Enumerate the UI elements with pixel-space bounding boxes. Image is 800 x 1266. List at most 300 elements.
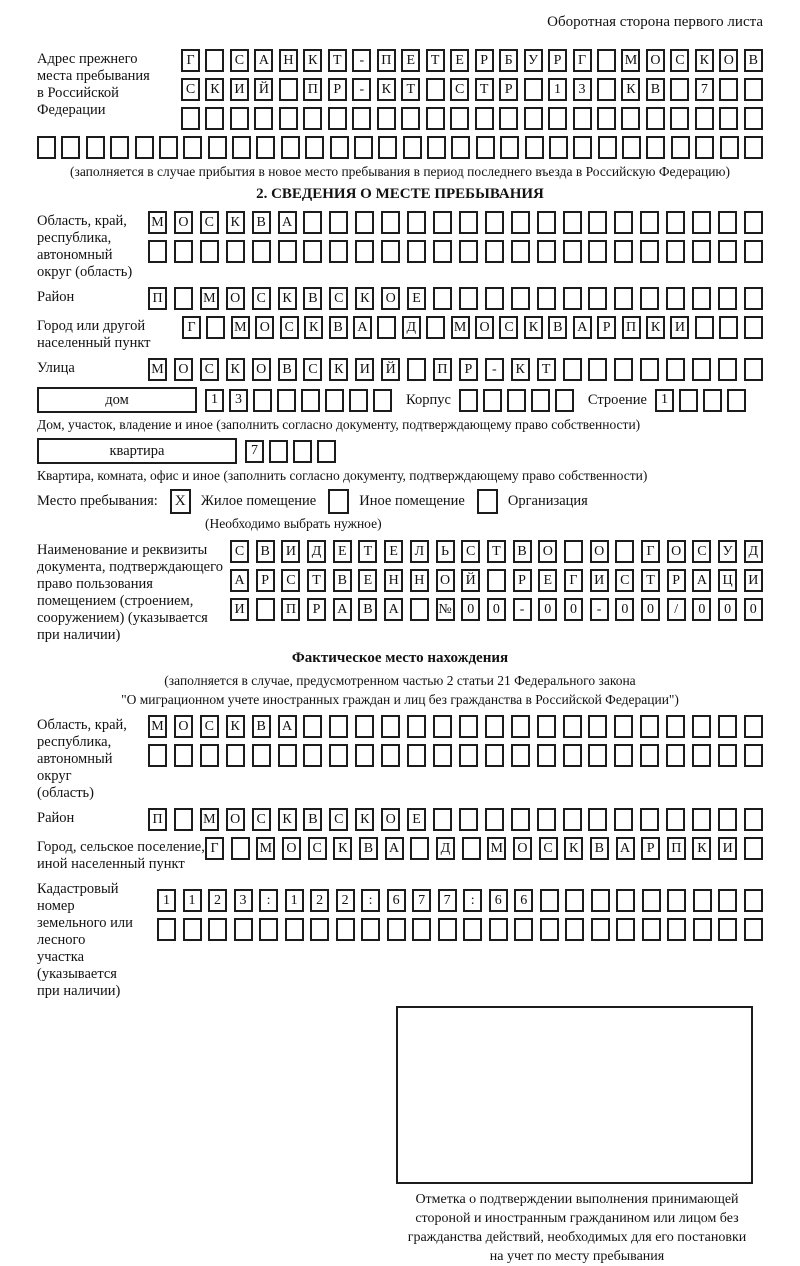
char-cell[interactable] [537, 211, 556, 234]
char-cell[interactable] [355, 240, 374, 263]
char-cell[interactable]: И [230, 598, 249, 621]
char-cell[interactable] [485, 744, 504, 767]
char-cell[interactable] [157, 918, 176, 941]
char-cell[interactable]: А [384, 598, 403, 621]
char-cell[interactable]: О [252, 358, 271, 381]
char-cell[interactable]: 2 [208, 889, 227, 912]
char-cell[interactable] [459, 211, 478, 234]
char-cell[interactable] [403, 136, 422, 159]
char-cell[interactable] [208, 918, 227, 941]
char-cell[interactable] [719, 78, 738, 101]
char-cell[interactable] [744, 358, 763, 381]
char-cell[interactable] [537, 240, 556, 263]
char-cell[interactable] [718, 240, 737, 263]
char-cell[interactable]: В [358, 598, 377, 621]
char-cell[interactable] [330, 136, 349, 159]
char-cell[interactable]: С [539, 837, 558, 860]
char-cell[interactable] [622, 136, 641, 159]
char-cell[interactable] [499, 107, 518, 130]
char-cell[interactable]: Р [328, 78, 347, 101]
char-cell[interactable]: О [475, 316, 494, 339]
char-cell[interactable] [666, 715, 685, 738]
char-cell[interactable]: Т [328, 49, 347, 72]
char-cell[interactable]: - [352, 78, 371, 101]
char-cell[interactable]: В [256, 540, 275, 563]
char-cell[interactable] [254, 107, 273, 130]
char-cell[interactable]: Р [256, 569, 275, 592]
char-cell[interactable] [615, 540, 634, 563]
char-cell[interactable]: С [615, 569, 634, 592]
char-cell[interactable] [563, 240, 582, 263]
char-cell[interactable]: К [226, 358, 245, 381]
char-cell[interactable]: С [230, 49, 249, 72]
char-cell[interactable]: К [695, 49, 714, 72]
char-cell[interactable]: 1 [285, 889, 304, 912]
char-cell[interactable]: М [148, 715, 167, 738]
char-cell[interactable] [329, 744, 348, 767]
char-cell[interactable] [670, 107, 689, 130]
char-cell[interactable] [524, 78, 543, 101]
char-cell[interactable]: 2 [336, 889, 355, 912]
char-cell[interactable]: 7 [438, 889, 457, 912]
char-cell[interactable] [303, 107, 322, 130]
char-cell[interactable] [693, 889, 712, 912]
char-cell[interactable]: С [303, 358, 322, 381]
char-cell[interactable] [433, 287, 452, 310]
char-cell[interactable]: П [667, 837, 686, 860]
char-cell[interactable]: С [230, 540, 249, 563]
char-cell[interactable] [598, 136, 617, 159]
char-cell[interactable] [671, 136, 690, 159]
char-cell[interactable] [540, 918, 559, 941]
char-cell[interactable] [475, 107, 494, 130]
char-cell[interactable] [450, 107, 469, 130]
char-cell[interactable]: Т [307, 569, 326, 592]
char-cell[interactable]: Е [384, 540, 403, 563]
char-cell[interactable]: / [667, 598, 686, 621]
char-cell[interactable] [588, 358, 607, 381]
char-cell[interactable]: А [573, 316, 592, 339]
char-cell[interactable]: О [381, 808, 400, 831]
char-cell[interactable] [573, 136, 592, 159]
char-cell[interactable] [285, 918, 304, 941]
char-cell[interactable]: О [646, 49, 665, 72]
char-cell[interactable]: : [361, 889, 380, 912]
char-cell[interactable] [110, 136, 129, 159]
char-cell[interactable] [718, 744, 737, 767]
char-cell[interactable] [378, 136, 397, 159]
char-cell[interactable] [328, 107, 347, 130]
char-cell[interactable] [692, 808, 711, 831]
char-cell[interactable] [485, 715, 504, 738]
char-cell[interactable] [279, 78, 298, 101]
char-cell[interactable]: И [670, 316, 689, 339]
char-cell[interactable] [183, 136, 202, 159]
char-cell[interactable] [537, 715, 556, 738]
char-cell[interactable]: Т [358, 540, 377, 563]
char-cell[interactable] [718, 211, 737, 234]
char-cell[interactable] [349, 389, 368, 412]
char-cell[interactable]: О [226, 287, 245, 310]
char-cell[interactable]: М [256, 837, 275, 860]
char-cell[interactable]: Т [487, 540, 506, 563]
char-cell[interactable]: 0 [564, 598, 583, 621]
char-cell[interactable] [563, 287, 582, 310]
char-cell[interactable]: Г [573, 49, 592, 72]
char-cell[interactable] [511, 211, 530, 234]
char-cell[interactable]: Н [384, 569, 403, 592]
char-cell[interactable]: Г [564, 569, 583, 592]
char-cell[interactable] [666, 744, 685, 767]
char-cell[interactable]: Е [538, 569, 557, 592]
char-cell[interactable] [325, 389, 344, 412]
char-cell[interactable] [670, 78, 689, 101]
char-cell[interactable] [232, 136, 251, 159]
char-cell[interactable]: О [174, 358, 193, 381]
char-cell[interactable] [489, 918, 508, 941]
char-cell[interactable] [485, 240, 504, 263]
char-cell[interactable] [231, 837, 250, 860]
char-cell[interactable]: Ц [718, 569, 737, 592]
char-cell[interactable] [433, 715, 452, 738]
char-cell[interactable]: П [377, 49, 396, 72]
char-cell[interactable]: О [590, 540, 609, 563]
char-cell[interactable] [148, 240, 167, 263]
char-cell[interactable]: Н [279, 49, 298, 72]
char-cell[interactable] [463, 918, 482, 941]
char-cell[interactable] [744, 744, 763, 767]
char-cell[interactable]: М [200, 808, 219, 831]
char-cell[interactable] [303, 715, 322, 738]
char-cell[interactable]: Г [641, 540, 660, 563]
char-cell[interactable] [354, 136, 373, 159]
char-cell[interactable]: 0 [461, 598, 480, 621]
char-cell[interactable] [310, 918, 329, 941]
char-cell[interactable] [531, 389, 550, 412]
char-cell[interactable] [407, 211, 426, 234]
char-cell[interactable] [744, 136, 763, 159]
char-cell[interactable]: О [719, 49, 738, 72]
char-cell[interactable]: 3 [234, 889, 253, 912]
char-cell[interactable]: Р [641, 837, 660, 860]
char-cell[interactable] [485, 808, 504, 831]
char-cell[interactable]: А [230, 569, 249, 592]
char-cell[interactable]: В [744, 49, 763, 72]
char-cell[interactable] [514, 918, 533, 941]
char-cell[interactable] [433, 808, 452, 831]
char-cell[interactable] [703, 389, 722, 412]
char-cell[interactable]: Ь [436, 540, 455, 563]
char-cell[interactable]: К [333, 837, 352, 860]
char-cell[interactable]: С [499, 316, 518, 339]
char-cell[interactable] [744, 211, 763, 234]
char-cell[interactable] [667, 918, 686, 941]
char-cell[interactable]: - [513, 598, 532, 621]
char-cell[interactable]: А [692, 569, 711, 592]
char-cell[interactable]: С [308, 837, 327, 860]
char-cell[interactable]: К [524, 316, 543, 339]
char-cell[interactable]: С [329, 808, 348, 831]
char-cell[interactable] [507, 389, 526, 412]
char-cell[interactable]: 2 [310, 889, 329, 912]
char-cell[interactable] [279, 107, 298, 130]
char-cell[interactable]: А [333, 598, 352, 621]
char-cell[interactable] [459, 389, 478, 412]
char-cell[interactable]: И [718, 837, 737, 860]
char-cell[interactable]: К [226, 211, 245, 234]
char-cell[interactable] [666, 240, 685, 263]
char-cell[interactable]: О [513, 837, 532, 860]
char-cell[interactable] [511, 744, 530, 767]
char-cell[interactable]: 0 [718, 598, 737, 621]
char-cell[interactable] [259, 918, 278, 941]
char-cell[interactable]: Е [358, 569, 377, 592]
char-cell[interactable]: П [281, 598, 300, 621]
char-cell[interactable]: К [511, 358, 530, 381]
char-cell[interactable] [719, 316, 738, 339]
char-cell[interactable]: С [461, 540, 480, 563]
char-cell[interactable]: П [148, 808, 167, 831]
checkbox-inoe[interactable] [328, 489, 349, 514]
char-cell[interactable] [303, 240, 322, 263]
char-cell[interactable] [277, 389, 296, 412]
char-cell[interactable] [588, 287, 607, 310]
char-cell[interactable] [718, 918, 737, 941]
char-cell[interactable] [485, 287, 504, 310]
char-cell[interactable] [174, 287, 193, 310]
char-cell[interactable]: Р [548, 49, 567, 72]
char-cell[interactable]: К [278, 287, 297, 310]
char-cell[interactable] [329, 715, 348, 738]
char-cell[interactable]: : [259, 889, 278, 912]
char-cell[interactable]: : [463, 889, 482, 912]
char-cell[interactable]: Т [401, 78, 420, 101]
char-cell[interactable] [407, 240, 426, 263]
char-cell[interactable] [426, 316, 445, 339]
char-cell[interactable]: Д [307, 540, 326, 563]
char-cell[interactable] [181, 107, 200, 130]
char-cell[interactable]: Е [407, 808, 426, 831]
char-cell[interactable]: - [590, 598, 609, 621]
char-cell[interactable]: 0 [615, 598, 634, 621]
char-cell[interactable] [744, 240, 763, 263]
char-cell[interactable]: 7 [245, 440, 264, 463]
char-cell[interactable] [135, 136, 154, 159]
char-cell[interactable] [563, 358, 582, 381]
char-cell[interactable] [588, 808, 607, 831]
char-cell[interactable] [666, 808, 685, 831]
char-cell[interactable]: Т [537, 358, 556, 381]
char-cell[interactable]: А [353, 316, 372, 339]
char-cell[interactable] [591, 918, 610, 941]
char-cell[interactable] [616, 889, 635, 912]
char-cell[interactable] [148, 744, 167, 767]
char-cell[interactable] [537, 287, 556, 310]
char-cell[interactable] [37, 136, 56, 159]
char-cell[interactable]: С [200, 358, 219, 381]
char-cell[interactable]: В [252, 715, 271, 738]
char-cell[interactable]: У [524, 49, 543, 72]
char-cell[interactable]: Й [254, 78, 273, 101]
char-cell[interactable] [597, 49, 616, 72]
char-cell[interactable] [718, 889, 737, 912]
char-cell[interactable] [563, 715, 582, 738]
char-cell[interactable] [412, 918, 431, 941]
char-cell[interactable] [744, 715, 763, 738]
char-cell[interactable]: Й [461, 569, 480, 592]
char-cell[interactable] [588, 744, 607, 767]
char-cell[interactable] [640, 715, 659, 738]
char-cell[interactable] [614, 808, 633, 831]
char-cell[interactable]: Г [181, 49, 200, 72]
char-cell[interactable] [597, 107, 616, 130]
char-cell[interactable] [537, 808, 556, 831]
char-cell[interactable] [563, 744, 582, 767]
char-cell[interactable]: О [255, 316, 274, 339]
char-cell[interactable] [303, 211, 322, 234]
char-cell[interactable] [410, 598, 429, 621]
char-cell[interactable] [642, 889, 661, 912]
char-cell[interactable] [253, 389, 272, 412]
char-cell[interactable]: Р [459, 358, 478, 381]
char-cell[interactable] [317, 440, 336, 463]
char-cell[interactable] [549, 136, 568, 159]
char-cell[interactable] [381, 240, 400, 263]
char-cell[interactable]: К [621, 78, 640, 101]
char-cell[interactable] [410, 837, 429, 860]
char-cell[interactable] [226, 240, 245, 263]
char-cell[interactable] [720, 136, 739, 159]
char-cell[interactable] [387, 918, 406, 941]
char-cell[interactable] [381, 744, 400, 767]
char-cell[interactable]: В [359, 837, 378, 860]
char-cell[interactable]: О [667, 540, 686, 563]
char-cell[interactable] [727, 389, 746, 412]
char-cell[interactable] [407, 358, 426, 381]
char-cell[interactable] [565, 918, 584, 941]
char-cell[interactable] [451, 136, 470, 159]
char-cell[interactable] [640, 358, 659, 381]
char-cell[interactable] [588, 240, 607, 263]
char-cell[interactable]: С [450, 78, 469, 101]
char-cell[interactable]: К [355, 808, 374, 831]
char-cell[interactable]: К [564, 837, 583, 860]
char-cell[interactable] [524, 107, 543, 130]
char-cell[interactable] [616, 918, 635, 941]
char-cell[interactable] [692, 211, 711, 234]
char-cell[interactable]: К [355, 287, 374, 310]
char-cell[interactable]: С [281, 569, 300, 592]
char-cell[interactable] [563, 211, 582, 234]
char-cell[interactable] [183, 918, 202, 941]
char-cell[interactable] [692, 744, 711, 767]
char-cell[interactable]: И [281, 540, 300, 563]
char-cell[interactable]: К [646, 316, 665, 339]
char-cell[interactable]: 0 [692, 598, 711, 621]
char-cell[interactable] [487, 569, 506, 592]
char-cell[interactable] [426, 107, 445, 130]
char-cell[interactable] [591, 889, 610, 912]
char-cell[interactable] [407, 715, 426, 738]
char-cell[interactable] [744, 808, 763, 831]
char-cell[interactable] [301, 389, 320, 412]
char-cell[interactable]: 7 [412, 889, 431, 912]
char-cell[interactable]: 1 [157, 889, 176, 912]
char-cell[interactable] [511, 240, 530, 263]
char-cell[interactable] [640, 287, 659, 310]
char-cell[interactable]: 1 [183, 889, 202, 912]
char-cell[interactable] [666, 358, 685, 381]
char-cell[interactable]: № [436, 598, 455, 621]
char-cell[interactable] [525, 136, 544, 159]
char-cell[interactable] [206, 316, 225, 339]
char-cell[interactable]: С [280, 316, 299, 339]
char-cell[interactable] [718, 287, 737, 310]
char-cell[interactable]: Т [426, 49, 445, 72]
char-cell[interactable] [500, 136, 519, 159]
char-cell[interactable]: 3 [573, 78, 592, 101]
char-cell[interactable] [61, 136, 80, 159]
char-cell[interactable]: 0 [744, 598, 763, 621]
char-cell[interactable] [692, 240, 711, 263]
char-cell[interactable] [483, 389, 502, 412]
char-cell[interactable]: А [278, 715, 297, 738]
char-cell[interactable] [614, 358, 633, 381]
char-cell[interactable]: В [513, 540, 532, 563]
char-cell[interactable] [174, 240, 193, 263]
char-cell[interactable] [744, 287, 763, 310]
char-cell[interactable] [537, 744, 556, 767]
char-cell[interactable] [564, 540, 583, 563]
char-cell[interactable] [459, 287, 478, 310]
char-cell[interactable] [256, 136, 275, 159]
char-cell[interactable] [329, 240, 348, 263]
char-cell[interactable] [278, 240, 297, 263]
char-cell[interactable] [377, 316, 396, 339]
char-cell[interactable] [718, 715, 737, 738]
char-cell[interactable]: М [148, 358, 167, 381]
char-cell[interactable] [361, 918, 380, 941]
char-cell[interactable]: С [692, 540, 711, 563]
char-cell[interactable] [540, 889, 559, 912]
char-cell[interactable]: Д [744, 540, 763, 563]
checkbox-org[interactable] [477, 489, 498, 514]
char-cell[interactable]: О [381, 287, 400, 310]
char-cell[interactable] [563, 808, 582, 831]
char-cell[interactable]: М [621, 49, 640, 72]
char-cell[interactable]: С [252, 808, 271, 831]
char-cell[interactable] [459, 715, 478, 738]
char-cell[interactable] [744, 107, 763, 130]
char-cell[interactable]: В [646, 78, 665, 101]
char-cell[interactable]: Р [667, 569, 686, 592]
char-cell[interactable] [355, 211, 374, 234]
char-cell[interactable] [511, 715, 530, 738]
char-cell[interactable] [614, 744, 633, 767]
char-cell[interactable]: А [385, 837, 404, 860]
char-cell[interactable] [174, 808, 193, 831]
char-cell[interactable] [588, 715, 607, 738]
char-cell[interactable] [459, 240, 478, 263]
char-cell[interactable]: 6 [489, 889, 508, 912]
char-cell[interactable] [278, 744, 297, 767]
char-cell[interactable] [646, 136, 665, 159]
char-cell[interactable]: И [744, 569, 763, 592]
char-cell[interactable]: Т [641, 569, 660, 592]
char-cell[interactable] [614, 240, 633, 263]
char-cell[interactable]: П [622, 316, 641, 339]
char-cell[interactable] [548, 107, 567, 130]
